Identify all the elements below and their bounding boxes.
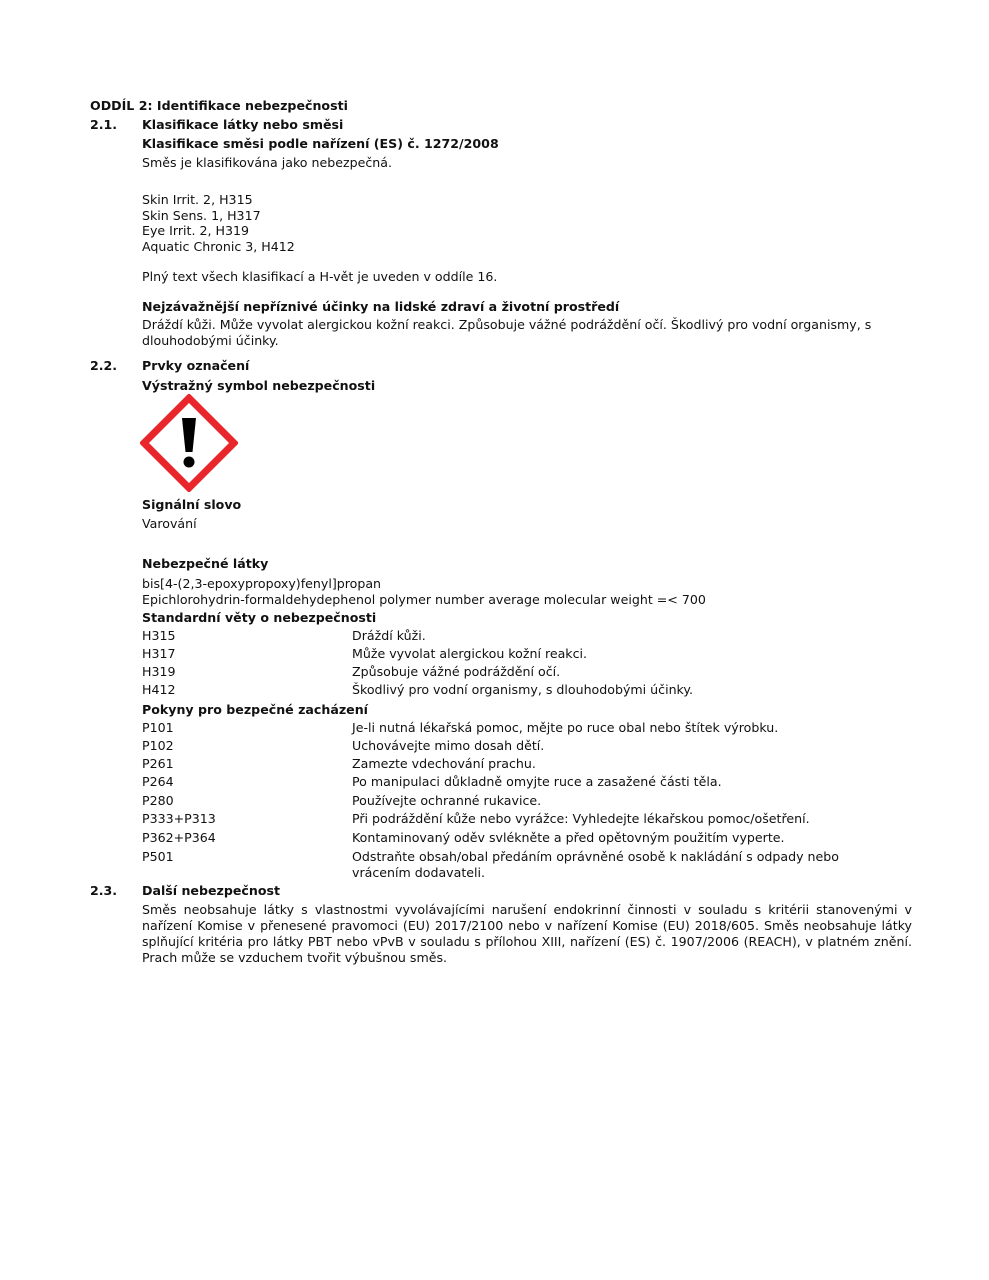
p-code: P501 [142,849,174,864]
classification-list [142,192,295,254]
classification-item: Aquatic Chronic 3, H412 [142,238,295,254]
classification-item: Skin Irrit. 2, H315 [142,192,253,207]
p-text: Kontaminovaný oděv svlékněte a před opětovným použitím vyperte. [352,830,785,845]
h-code: H317 [142,646,176,661]
hazardous-substance: Epichlorohydrin-formaldehydephenol polymer number average molecular weight =< 700 [142,592,706,607]
signal-word-title: Signální slovo [142,497,242,512]
section-2-2-number: 2.2. [90,358,118,373]
p-code: P333+P313 [142,811,216,826]
h-text: Dráždí kůži. [352,628,426,643]
section-2-1-number: 2.1. [90,117,118,132]
h-text: Může vyvolat alergickou kožní reakci. [352,646,588,661]
p-code: P264 [142,774,174,789]
h-text: Způsobuje vážné podráždění očí. [352,664,561,679]
section-2-3-title: Další nebezpečnost [142,883,281,898]
section-heading: ODDÍL 2: Identifikace nebezpečnosti [90,98,348,113]
p-text: Odstraňte obsah/obal předáním oprávněné osobě k nakládání s odpady nebo vrácením dodavateli. [352,849,839,880]
p-text: Je-li nutná lékařská pomoc, mějte po ruce obal nebo štítek výrobku. [352,720,779,735]
hazardous-substances-title: Nebezpečné látky [142,556,269,571]
exclamation-mark-hazard-icon [140,394,238,492]
p-code: P261 [142,756,174,771]
p-statements-title: Pokyny pro bezpečné zacházení [142,702,368,717]
effects-text: Dráždí kůži. Může vyvolat alergickou kožní reakci. Způsobuje vážné podráždění očí. Škodlivý pro vodní organismy, s dlouhodobými účinky. [142,317,872,348]
exclamation-dot [184,457,195,468]
effects-title: Nejzávažnější nepříznivé účinky na lidské zdraví a životní prostředí [142,299,620,314]
hazardous-substance: bis[4-(2,3-epoxypropoxy)fenyl]propan [142,576,382,591]
p-code: P280 [142,793,174,808]
h-text: Škodlivý pro vodní organismy, s dlouhodobými účinky. [352,682,694,697]
p-code: P102 [142,738,174,753]
p-text: Zamezte vdechování prachu. [352,756,536,771]
p-text: Uchovávejte mimo dosah dětí. [352,738,545,753]
section-2-2-title: Prvky označení [142,358,250,373]
classification-subtitle: Klasifikace směsi podle nařízení (ES) č. 1272/2008 [142,136,499,151]
p-code: P362+P364 [142,830,216,845]
p-code: P101 [142,720,174,735]
pictogram-title: Výstražný symbol nebezpečnosti [142,378,376,393]
section-2-1-title: Klasifikace látky nebo směsi [142,117,344,132]
classification-item: Skin Sens. 1, H317 [142,207,261,223]
other-hazards-text: Směs neobsahuje látky s vlastnostmi vyvolávajícími narušení endokrinní činnosti v souladu s kritérii stanovenými v nařízení Komise v přenesené pravomoci (EU) 2017/2100 nebo v nařízení Komise (EU) 2018/605. Směs neobsahuje látky splňující kritéria pro látky PBT nebo vPvB v souladu s přílohou XIII, nařízení (ES) č. 1907/2006 (REACH), v platném znění. Prach může se vzduchem tvořit výbušnou směs. [142,902,912,965]
p-text: Při podráždění kůže nebo vyrážce: Vyhledejte lékařskou pomoc/ošetření. [352,811,810,826]
fulltext-note: Plný text všech klasifikací a H-vět je uveden v oddíle 16. [142,269,498,284]
p-text: Po manipulaci důkladně omyjte ruce a zasažené části těla. [352,774,722,789]
h-code: H412 [142,682,176,697]
h-code: H315 [142,628,176,643]
p-text: Používejte ochranné rukavice. [352,793,542,808]
classification-statement: Směs je klasifikována jako nebezpečná. [142,155,392,170]
classification-item: Eye Irrit. 2, H319 [142,223,249,238]
h-code: H319 [142,664,176,679]
signal-word: Varování [142,516,197,531]
section-2-3-number: 2.3. [90,883,118,898]
h-statements-title: Standardní věty o nebezpečnosti [142,610,377,625]
